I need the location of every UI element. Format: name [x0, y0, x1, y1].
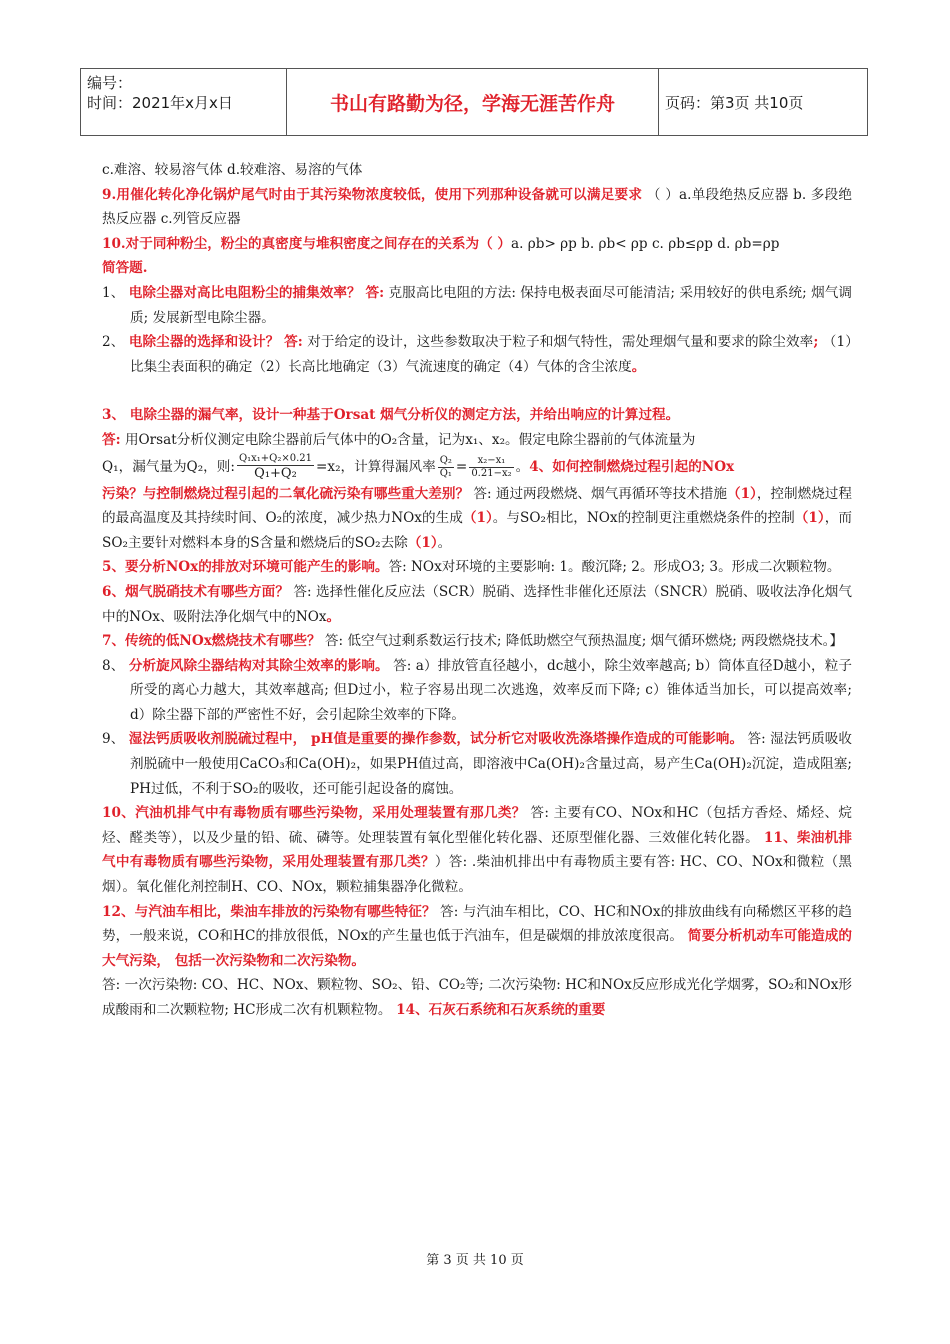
answer-text: ，而SO₂主要针对燃料本身的S含量和燃烧后的SO₂去除	[102, 510, 852, 551]
question-text: 简要分析机动车可能造成的大气污染， 包括一次污染物和二次污染物。	[102, 928, 852, 969]
answer-text: Q₁，漏气量为Q₂，则:	[102, 458, 235, 475]
answer-text: =x₂	[316, 458, 341, 475]
answer-text: 1、	[102, 284, 129, 301]
answer-text: 答: 通过两段燃烧、烟气再循环等技术措施	[469, 485, 727, 502]
answer-text: 8、	[102, 657, 129, 674]
formula-mass-balance	[237, 453, 314, 482]
answer-text: 。	[437, 534, 452, 551]
paragraph-q5	[102, 555, 852, 580]
answer-text: 答: 与汽油车相比，CO、HC和NOx的排放曲线有向稀燃区平移的趋势，一般来说，CO和HC的排放很低，NOx的产生量也低于汽油车，但是碳烟的排放浓度很高。	[102, 903, 852, 945]
answer-text: 答: 湿法钙质吸收剂脱硫中一般使用CaCO₃和Ca(OH)₂，如果PH值过高，即溶液中Ca(OH)₂含量过高，易产生Ca(OH)₂沉淀，造成阻塞; PH过低，不利于SO₂的吸收，还可能引起设备的腐蚀。	[130, 731, 852, 797]
question-text: 4、如何控制燃烧过程引起的NOx	[529, 458, 735, 475]
paragraph-q6	[102, 580, 852, 629]
question-text: 11、柴油机排气中有毒物质有哪些污染物，采用处理装置有那几类？	[102, 829, 852, 871]
answer-text: =	[455, 458, 468, 475]
header-meta	[81, 69, 287, 135]
answer-text: 对于给定的设计，这些参数取决于粒子和烟气特性，需处理烟气量和要求的除尘效率	[302, 334, 814, 351]
question-text: 10.对于同种粉尘，粉尘的真密度与堆积密度之间存在的关系为（ ）	[102, 235, 512, 252]
paragraph-q3b	[102, 428, 852, 453]
paragraph-l4	[102, 256, 852, 281]
answer-text: 答: 主要有CO、NOx和HC（包括方香烃、烯烃、烷烃、醛类等），以及少量的铅、硫、磷等。处理装置有氧化型催化转化器、还原型催化器、三效催化转化器。	[102, 805, 852, 846]
question-text: （1）	[407, 534, 438, 551]
question-text: ;	[813, 334, 819, 351]
paragraph-q3	[102, 403, 852, 428]
header-code: 编号：	[87, 74, 133, 92]
question-text: 分析旋风除尘器结构对其除尘效率的影响。	[128, 657, 389, 674]
question-text: 简答题.	[102, 260, 148, 277]
paragraph-q2	[102, 330, 852, 379]
formula-mass-balance-numerator: Q₁x₁+Q₂×0.21	[238, 452, 313, 464]
formula-leak-ratio	[438, 455, 454, 480]
answer-text: 答: 一次污染物: CO、HC、NOx、颗粒物、SO₂、铅、CO₂等; 二次污染物: HC和NOx反应形成光化学烟雾，SO₂和NOx形成酸雨和二次颗粒物; HC形成二次有机颗粒物。	[102, 977, 852, 1018]
question-text: （1）	[794, 510, 825, 527]
paragraph-q13	[102, 973, 852, 1022]
paragraph-q9	[102, 727, 852, 801]
formula-leak-result	[469, 455, 513, 480]
paragraph-q12	[102, 900, 852, 974]
question-text: 3、 电除尘器的漏气率，设计一种基于Orsat 烟气分析仪的测定方法，并给出响应的计算过程。	[102, 407, 680, 424]
question-text: 9.用催化转化净化锅炉尾气时由于其污染物浓度较低，使用下列那种设备就可以满足要求	[102, 186, 643, 203]
header-page-number: 页码：第3页 共10页	[665, 93, 804, 112]
answer-text: 答: 低空气过剩系数运行技术; 降低助燃空气预热温度; 烟气循环燃烧; 两段燃烧技术。】	[320, 633, 844, 650]
question-text: 5、要分析NOx的排放对环境可能产生的影响。	[102, 559, 389, 576]
answer-text: 。与SO₂相比，NOx的控制更注重燃烧条件的控制	[492, 510, 795, 527]
formula-leak-result-numerator: x₂−x₁	[469, 455, 513, 468]
answer-text: c.难溶、较易溶气体 d.较难溶、易溶的气体	[102, 162, 363, 178]
answer-text: a. ρb> ρp b. ρb< ρp c. ρb≤ρp d. ρb=ρp	[511, 235, 780, 252]
question-text: 。	[631, 358, 646, 375]
paragraph-l3	[102, 232, 852, 257]
answer-text: ）答: .柴油机排出中有毒物质主要有答: HC、CO、NOx和微粒（黑烟）。氧化催化剂控制H、CO、NOx，颗粒捕集器净化微粒。	[102, 854, 852, 896]
formula-leak-ratio-numerator: Q₂	[439, 454, 452, 466]
answer-text: （1）比集尘表面积的确定（2）长高比地确定（3）气流速度的确定（4）气体的含尘浓度	[130, 334, 852, 375]
question-text: 电除尘器的选择和设计？ 答:	[128, 334, 303, 351]
answer-text: 用Orsat分析仪测定电除尘器前后气体中的O₂含量，记为x₁、x₂。假定电除尘器前的气体流量为	[120, 431, 696, 448]
paragraph-q8	[102, 654, 852, 728]
document-body	[102, 158, 852, 1023]
paragraph-l1	[102, 158, 852, 183]
answer-text: 2、	[102, 334, 129, 351]
question-text: （1）	[726, 485, 757, 502]
question-text: 14、石灰石系统和石灰系统的重要	[391, 1002, 606, 1018]
answer-text: 9、	[102, 731, 129, 748]
question-text: 12、与汽油车相比，柴油车排放的污染物有哪些特征？	[102, 903, 436, 920]
header-motto: 书山有路勤为径，学海无涯苦作舟	[287, 69, 659, 135]
question-text: 。	[326, 608, 341, 625]
paragraph-q1	[102, 281, 852, 330]
question-text: 7、传统的低NOx燃烧技术有哪些？	[102, 633, 321, 650]
formula-leak-result-denominator: 0.21−x₂	[471, 467, 512, 479]
question-text: （1）	[462, 510, 493, 527]
question-text: 答:	[102, 431, 121, 448]
answer-text: ，控制燃烧过程的最高温度及其持续时间、O₂的浓度，减少热力NOx的生成	[102, 485, 852, 527]
question-text: 电除尘器对高比电阻粉尘的捕集效率？ 答:	[128, 284, 385, 301]
answer-text: ，计算得漏风率	[340, 458, 436, 475]
answer-text: （ ）a.单段绝热反应器 b. 多段绝热反应器 c.列管反应器	[102, 186, 852, 228]
answer-text: 答: a）排放管直径越小，dc越小，除尘效率越高; b）筒体直径D越小，粒子所受的离心力越大，其效率越高; 但D过小，粒子容易出现二次逃逸，效率反而下降; c）锥体适当加长，可以提高效率; d）除尘器下部的严密性不好，会引起除尘效率的下降。	[130, 657, 852, 723]
question-text: 湿法钙质吸收剂脱硫过程中， pH值是重要的操作参数，试分析它对吸收洗涤塔操作造成的可能影响。	[128, 731, 744, 748]
answer-text: 克服高比电阻的方法: 保持电极表面尽可能清洁; 采用较好的供电系统; 烟气调质; 发展新型电除尘器。	[130, 284, 852, 326]
question-text: 10、汽油机排气中有毒物质有哪些污染物，采用处理装置有那几类？	[102, 805, 526, 822]
page-footer: 第 3 页 共 10 页	[426, 1253, 524, 1268]
question-text: 污染？与控制燃烧过程引起的二氧化硫污染有哪些重大差别？	[102, 485, 470, 502]
formula-mass-balance-denominator: Q₁+Q₂	[254, 465, 297, 481]
paragraph-l2	[102, 183, 852, 232]
paragraph-q3c	[102, 453, 852, 482]
question-text: 6、烟气脱硝技术有哪些方面？	[102, 583, 289, 600]
answer-text: 答: NOx对环境的主要影响: 1。酸沉降; 2。形成O3; 3。形成二次颗粒物。	[388, 559, 841, 576]
paragraph-q4	[102, 482, 852, 556]
answer-text: 答: 选择性催化反应法（SCR）脱硝、选择性非催化还原法（SNCR）脱硝、吸收法净化烟气中的NOx、吸附法净化烟气中的NOx	[102, 583, 852, 625]
formula-leak-ratio-denominator: Q₁	[439, 467, 452, 479]
answer-text: 。	[515, 458, 530, 475]
paragraph-q10	[102, 801, 852, 899]
header-date: 时间：2021年x月x日	[87, 94, 233, 112]
page-header	[80, 68, 868, 136]
paragraph-q7	[102, 629, 852, 654]
